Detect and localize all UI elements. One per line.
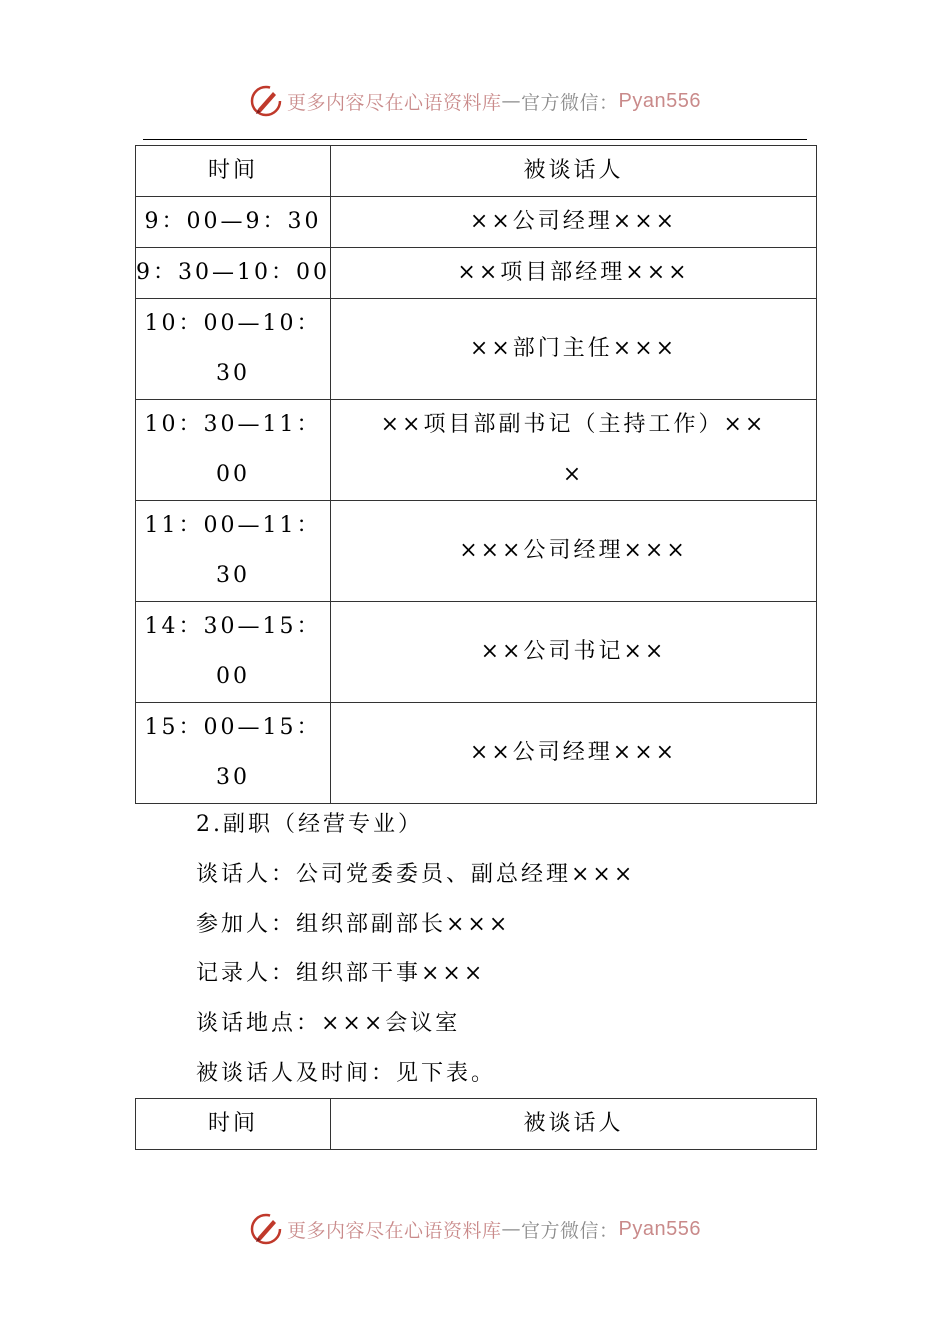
- table-row: [136, 501, 817, 602]
- time-cell: 11：00—11： 30: [136, 501, 331, 602]
- person-cell: ××项目部经理×××: [331, 248, 817, 299]
- table-row: [136, 299, 817, 400]
- header-time: 时间: [136, 146, 331, 197]
- watermark-wechat-id: Pyan556: [618, 89, 701, 112]
- section-heading: 2.副职（经营专业）: [196, 812, 423, 837]
- time-cell: 9：00—9：30: [136, 197, 331, 248]
- header-watermark: [0, 84, 950, 118]
- table-row: [136, 400, 817, 501]
- time-cell: 14：30—15： 00: [136, 602, 331, 703]
- person-cell: ××公司书记××: [331, 602, 817, 703]
- watermark-dash: —: [501, 90, 522, 112]
- schedule-table-2: [135, 1098, 817, 1150]
- talker-line: 谈话人：公司党委委员、副总经理×××: [196, 862, 636, 887]
- header-interviewee: 被谈话人: [331, 146, 817, 197]
- table-header-row: [136, 146, 817, 197]
- pen-logo-icon: [249, 1212, 283, 1246]
- table-row: [136, 602, 817, 703]
- schedule-note-line: 被谈话人及时间：见下表。: [196, 1061, 497, 1086]
- location-line: 谈话地点：×××会议室: [196, 1011, 461, 1036]
- table-row: [136, 703, 817, 804]
- recorder-line: 记录人：组织部干事×××: [196, 961, 486, 986]
- header-interviewee: 被谈话人: [331, 1099, 817, 1150]
- person-cell: ××公司经理×××: [331, 703, 817, 804]
- person-cell: ××项目部副书记（主持工作）×× ×: [331, 400, 817, 501]
- watermark-site-text: 更多内容尽在心语资料库: [287, 91, 502, 114]
- footer-watermark: [0, 1212, 950, 1246]
- time-cell: 9：30—10：00: [136, 248, 331, 299]
- person-cell: ××部门主任×××: [331, 299, 817, 400]
- table-row: [136, 197, 817, 248]
- watermark-wechat-label: 官方微信：: [521, 91, 619, 114]
- person-cell: ×××公司经理×××: [331, 501, 817, 602]
- watermark-dash: —: [501, 1218, 522, 1240]
- time-cell: 15：00—15： 30: [136, 703, 331, 804]
- pen-logo-icon: [249, 84, 283, 118]
- time-cell: 10：00—10： 30: [136, 299, 331, 400]
- table-row: [136, 248, 817, 299]
- person-cell: ××公司经理×××: [331, 197, 817, 248]
- header-time: 时间: [136, 1099, 331, 1150]
- schedule-table-1: [135, 145, 817, 804]
- watermark-wechat-id: Pyan556: [618, 1217, 701, 1240]
- time-cell: 10：30—11： 00: [136, 400, 331, 501]
- watermark-site-text: 更多内容尽在心语资料库: [287, 1219, 502, 1242]
- participant-line: 参加人：组织部副部长×××: [196, 912, 511, 937]
- header-rule: [143, 139, 807, 140]
- watermark-wechat-label: 官方微信：: [521, 1219, 619, 1242]
- table-header-row: [136, 1099, 817, 1150]
